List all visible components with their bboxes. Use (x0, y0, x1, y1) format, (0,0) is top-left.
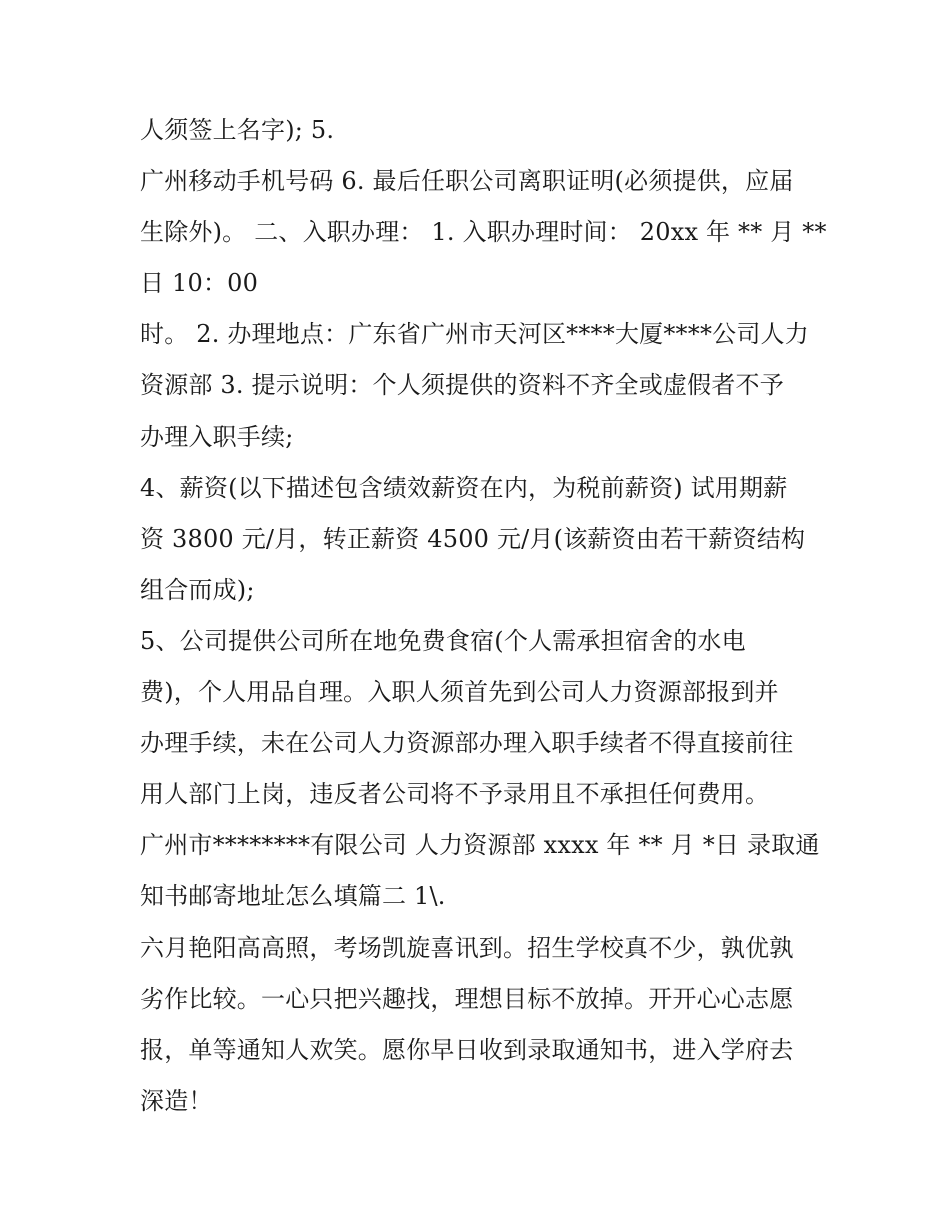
text-line-2: 广州移动手机号码 6. 最后任职公司离职证明(必须提供，应届 (140, 167, 794, 196)
text-line-16: 知书邮寄地址怎么填篇二 1\. (140, 882, 446, 911)
text-line-7: 办理入职手续; (140, 422, 294, 451)
text-line-11: 5、公司提供公司所在地免费食宿(个人需承担宿舍的水电 (140, 626, 746, 655)
text-line-9: 资 3800 元/月，转正薪资 4500 元/月(该薪资由若干薪资结构 (140, 524, 806, 553)
text-line-8: 4、薪资(以下描述包含绩效薪资在内，为税前薪资) 试用期薪 (140, 473, 788, 502)
text-line-4: 日 10：00 (140, 269, 259, 298)
text-line-15: 广州市********有限公司 人力资源部 xxxx 年 ** 月 *日 录取通 (140, 831, 820, 860)
text-line-6: 资源部 3. 提示说明：个人须提供的资料不齐全或虚假者不予 (140, 371, 784, 400)
text-line-13: 办理手续，未在公司人力资源部办理入职手续者不得直接前往 (140, 729, 794, 758)
text-line-3: 生除外)。 二、入职办理： 1. 入职办理时间： 20xx 年 ** 月 ** (140, 218, 827, 247)
text-line-12: 费)，个人用品自理。入职人须首先到公司人力资源部报到并 (140, 678, 779, 707)
text-line-1: 人须签上名字); 5. (140, 116, 335, 144)
text-line-19: 报，单等通知人欢笑。愿你早日收到录取通知书，进入学府去 (140, 1035, 794, 1064)
document-body (140, 108, 827, 1130)
text-line-20: 深造！ (140, 1086, 213, 1115)
text-line-18: 劣作比较。一心只把兴趣找，理想目标不放掉。开开心心志愿 (140, 984, 794, 1013)
text-line-14: 用人部门上岗，违反者公司将不予录用且不承担任何费用。 (140, 780, 770, 809)
text-line-10: 组合而成); (140, 575, 255, 604)
text-line-5: 时。 2. 办理地点：广东省广州市天河区****大厦****公司人力 (140, 320, 809, 349)
text-line-17: 六月艳阳高高照，考场凯旋喜讯到。招生学校真不少，孰优孰 (140, 933, 794, 962)
